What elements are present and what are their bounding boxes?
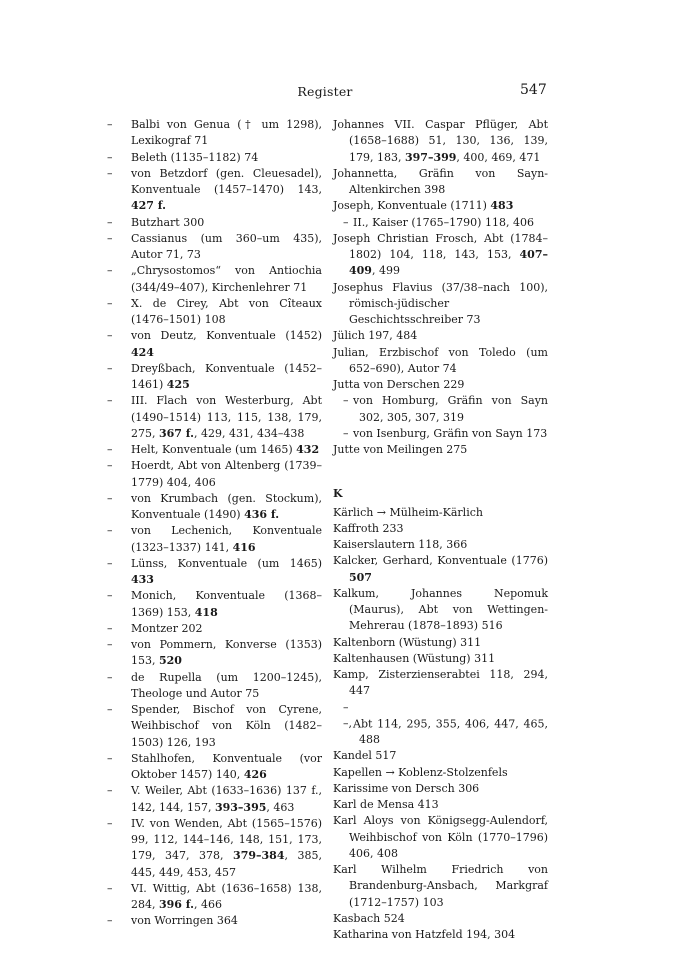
index-entry bbox=[333, 215, 548, 231]
entry-dash: – bbox=[107, 621, 113, 635]
index-entry bbox=[107, 393, 322, 442]
entry-dash: – bbox=[107, 589, 113, 603]
entry-dash: – bbox=[107, 296, 113, 310]
entry-text: von Deutz, Konventuale (1452) bbox=[131, 329, 322, 343]
index-entry bbox=[333, 586, 548, 635]
entry-text: Lünss, Konventuale (um 1465) bbox=[131, 556, 322, 570]
index-entry bbox=[333, 635, 548, 651]
entry-text: Jutta von Derschen 229 bbox=[333, 378, 465, 391]
index-entry bbox=[107, 913, 322, 929]
index-entry bbox=[107, 751, 322, 784]
index-entry bbox=[333, 393, 548, 426]
running-header-title: Register bbox=[297, 84, 353, 99]
entry-text: Karl de Mensa 413 bbox=[333, 798, 439, 811]
entry-text: Monich, Konventuale (1368–1369) 153, bbox=[131, 589, 322, 619]
entry-dash: – –, bbox=[343, 700, 352, 730]
entry-dash: – bbox=[107, 150, 113, 164]
main-reference-page: 379–384 bbox=[233, 849, 285, 863]
entry-text: Kalcker, Gerhard, Konventuale (1776) bbox=[333, 554, 548, 568]
entry-dash: – bbox=[107, 215, 113, 229]
entry-dash: – bbox=[107, 231, 113, 245]
index-entry bbox=[107, 296, 322, 329]
index-entry bbox=[333, 231, 548, 280]
entry-text: von Lechenich, Konventuale (1323–1337) 141, bbox=[131, 524, 322, 554]
entry-dash: – bbox=[107, 914, 113, 928]
entry-dash: – bbox=[107, 638, 113, 651]
main-reference-page: 426 bbox=[243, 768, 267, 781]
entry-text: Butzhart 300 bbox=[131, 215, 205, 229]
entry-text: von Homburg, Gräfin von Sayn 302, 305, 307, 319 bbox=[353, 394, 548, 424]
index-entry bbox=[333, 345, 548, 378]
index-entry bbox=[107, 491, 322, 524]
entry-dash: – bbox=[107, 459, 113, 473]
index-entry bbox=[333, 328, 548, 344]
entry-dash: – bbox=[107, 361, 113, 375]
entry-text: Helt, Konventuale (um 1465) bbox=[131, 443, 297, 456]
index-entry bbox=[107, 263, 322, 296]
main-reference-page: 433 bbox=[131, 573, 154, 586]
entry-dash: – bbox=[107, 394, 113, 408]
index-entry bbox=[107, 215, 322, 231]
index-entry bbox=[333, 700, 548, 749]
main-reference-page: 427 f. bbox=[131, 199, 166, 213]
index-entry bbox=[107, 556, 322, 589]
index-entry bbox=[107, 328, 322, 361]
index-entry bbox=[333, 426, 548, 442]
main-reference-page: 367 f. bbox=[159, 426, 194, 440]
entry-text: Joseph Christian Frosch, Abt (1784–1802) 104, 118, 143, 153, bbox=[333, 231, 548, 261]
index-entry bbox=[333, 927, 548, 943]
entry-text: „Chrysostomos“ von Antiochia (344/49–407), Kirchenlehrer 71 bbox=[131, 264, 322, 294]
main-reference-page: 436 f. bbox=[244, 508, 280, 521]
entry-text: Julian, Erzbischof von Toledo (um 652–690), Autor 74 bbox=[333, 345, 548, 375]
entry-text: Johannetta, Gräfin von Sayn-Altenkirchen 398 bbox=[333, 166, 548, 196]
entry-text: Montzer 202 bbox=[131, 621, 203, 635]
section-letter-heading: K bbox=[333, 487, 343, 501]
entry-text: Kaffroth 233 bbox=[333, 521, 404, 535]
entry-text: , 499 bbox=[371, 264, 400, 278]
entry-text: Hoerdt, Abt von Altenberg (1739–1779) 404, 406 bbox=[131, 459, 322, 489]
entry-text: Karissime von Dersch 306 bbox=[333, 781, 480, 795]
entry-text: Kandel 517 bbox=[333, 749, 397, 763]
entry-dash: – bbox=[107, 670, 113, 684]
entry-text: von Worringen 364 bbox=[131, 914, 238, 928]
entry-text: III. Flach von Westerburg, Abt (1490–1514) 113, 115, 138, 179, 275, bbox=[131, 394, 322, 440]
index-entry bbox=[333, 748, 548, 764]
index-entry bbox=[333, 377, 548, 393]
entry-dash: – bbox=[107, 784, 113, 798]
index-entry bbox=[107, 816, 322, 881]
index-entry bbox=[107, 588, 322, 621]
entry-dash: – bbox=[343, 394, 349, 408]
entry-text: von Isenburg, Gräfin von Sayn 173 bbox=[353, 426, 548, 440]
index-entry bbox=[333, 781, 548, 797]
entry-text: , 463 bbox=[266, 800, 295, 814]
entry-text: de Rupella (um 1200–1245), Theologe und Autor 75 bbox=[131, 670, 322, 700]
entry-text: Karl Wilhelm Friedrich von Brandenburg-Ansbach, Markgraf (1712–1757) 103 bbox=[333, 863, 548, 909]
entry-dash: – bbox=[107, 443, 113, 456]
entry-text: Kaiserslautern 118, 366 bbox=[333, 538, 468, 551]
entry-dash: – bbox=[107, 816, 113, 830]
entry-text: , 385, 445, 449, 453, 457 bbox=[131, 849, 322, 879]
entry-text: , 400, 469, 471 bbox=[456, 150, 541, 164]
index-entry bbox=[107, 702, 322, 751]
entry-text: Kärlich → Mülheim-Kärlich bbox=[333, 505, 483, 519]
entry-text: Cassianus (um 360–um 435), Autor 71, 73 bbox=[131, 231, 322, 261]
index-column-left bbox=[107, 117, 322, 930]
index-entry bbox=[333, 911, 548, 927]
entry-text: Kasbach 524 bbox=[333, 911, 405, 925]
entry-text: , 429, 431, 434–438 bbox=[193, 426, 305, 440]
index-entry bbox=[107, 117, 322, 150]
entry-dash: – bbox=[107, 703, 113, 716]
entry-text: IV. von Wenden, Abt (1565–1576) 99, 112, 144–146, 148, 151, 173, 179, 347, 378, bbox=[131, 816, 322, 863]
entry-dash: – bbox=[107, 264, 113, 278]
index-entry bbox=[333, 765, 548, 781]
entry-dash: – bbox=[107, 881, 113, 895]
index-entry bbox=[333, 280, 548, 329]
index-entry bbox=[333, 667, 548, 700]
main-reference-page: 416 bbox=[232, 540, 256, 554]
main-reference-page: 424 bbox=[131, 345, 154, 359]
entry-text: Stahlhofen, Konventuale (vor Oktober 1457) 140, bbox=[131, 751, 322, 781]
entry-text: Kaltenborn (Wüstung) 311 bbox=[333, 635, 482, 649]
entry-dash: – bbox=[343, 426, 349, 440]
entry-dash: – bbox=[107, 329, 113, 343]
entry-text: Beleth (1135–1182) 74 bbox=[131, 150, 259, 164]
entry-dash: – bbox=[107, 118, 113, 131]
entry-text: Kamp, Zisterzienserabtei 118, 294, 447 bbox=[333, 668, 548, 698]
entry-dash: – bbox=[107, 556, 113, 570]
entry-text: Jülich 197, 484 bbox=[333, 329, 418, 343]
index-entry bbox=[333, 505, 548, 521]
index-entry bbox=[333, 553, 548, 586]
index-entry bbox=[333, 537, 548, 553]
page-number: 547 bbox=[520, 82, 547, 98]
index-entry bbox=[107, 881, 322, 914]
main-reference-page: 520 bbox=[159, 654, 182, 668]
main-reference-page: 507 bbox=[349, 570, 372, 584]
index-entry bbox=[333, 198, 548, 214]
main-reference-page: 418 bbox=[194, 605, 218, 619]
index-entry bbox=[333, 166, 548, 199]
index-entry bbox=[107, 442, 322, 458]
main-reference-page: 397–399 bbox=[404, 150, 457, 164]
entry-text: II., Kaiser (1765–1790) 118, 406 bbox=[353, 215, 534, 229]
entry-text: Abt 114, 295, 355, 406, 447, 465, 488 bbox=[353, 716, 548, 746]
entry-text: Kapellen → Koblenz-Stolzenfels bbox=[333, 765, 508, 779]
entry-dash: – bbox=[107, 491, 113, 505]
index-entry bbox=[107, 670, 322, 703]
main-reference-page: 393–395 bbox=[214, 800, 267, 814]
entry-text: von Betzdorf (gen. Cleuesadel), Konventuale (1457–1470) 143, bbox=[131, 166, 322, 196]
entry-text: Balbi von Genua († um 1298), Lexikograf 71 bbox=[131, 118, 322, 148]
entry-text: X. de Cirey, Abt von Cîteaux (1476–1501) 108 bbox=[131, 296, 322, 326]
entry-text: Dreyßbach, Konventuale (1452–1461) bbox=[131, 361, 322, 391]
entry-text: Kalkum, Johannes Nepomuk (Maurus), Abt von Wettingen-Mehrerau (1878–1893) 516 bbox=[333, 586, 548, 633]
entry-text: Josephus Flavius (37/38–nach 100), römisch-jüdischer Geschichtsschreiber 73 bbox=[333, 280, 548, 326]
index-entry bbox=[107, 783, 322, 816]
entry-text: VI. Wittig, Abt (1636–1658) 138, 284, bbox=[131, 881, 322, 911]
entry-text: Joseph, Konventuale (1711) bbox=[333, 199, 491, 213]
main-reference-page: 432 bbox=[296, 443, 320, 456]
entry-text: Spender, Bischof von Cyrene, Weihbischof von Köln (1482–1503) 126, 193 bbox=[131, 703, 322, 749]
main-reference-page: 425 bbox=[166, 378, 190, 391]
entry-text: Karl Aloys von Königsegg-Aulendorf, Weihbischof von Köln (1770–1796) 406, 408 bbox=[333, 814, 548, 860]
index-entry bbox=[107, 361, 322, 394]
main-reference-page: 483 bbox=[490, 199, 514, 213]
index-entry bbox=[107, 637, 322, 670]
entry-text: Katharina von Hatzfeld 194, 304 bbox=[333, 928, 516, 941]
index-column-right bbox=[333, 117, 548, 943]
index-entry bbox=[107, 621, 322, 637]
main-reference-page: 396 f. bbox=[159, 898, 194, 911]
index-entry bbox=[107, 458, 322, 491]
entry-dash: – bbox=[107, 751, 113, 765]
index-entry bbox=[107, 150, 322, 166]
index-entry bbox=[333, 862, 548, 911]
entry-text: , 466 bbox=[193, 898, 222, 911]
index-entry bbox=[333, 442, 548, 458]
index-entry bbox=[107, 166, 322, 215]
entry-text: von Krumbach (gen. Stockum), Konventuale (1490) bbox=[131, 491, 322, 521]
entry-dash: – bbox=[107, 166, 113, 180]
index-entry bbox=[333, 651, 548, 667]
entry-text: V. Weiler, Abt (1633–1636) 137 f., 142, 144, 157, bbox=[131, 784, 322, 814]
entry-text: Jutte von Meilingen 275 bbox=[333, 443, 468, 456]
entry-dash: – bbox=[343, 215, 349, 229]
index-entry bbox=[333, 797, 548, 813]
entry-text: Kaltenhausen (Wüstung) 311 bbox=[333, 651, 496, 665]
index-entry bbox=[107, 523, 322, 556]
index-entry bbox=[333, 117, 548, 166]
entry-dash: – bbox=[107, 524, 113, 538]
index-entry bbox=[333, 521, 548, 537]
entry-text: Johannes VII. Caspar Pflüger, Abt (1658–1688) 51, 130, 136, 139, 179, 183, bbox=[333, 118, 548, 164]
index-entry bbox=[333, 813, 548, 862]
main-reference-page: 407–409 bbox=[349, 248, 548, 278]
entry-text: von Pommern, Konverse (1353) 153, bbox=[131, 638, 322, 668]
index-entry bbox=[107, 231, 322, 264]
